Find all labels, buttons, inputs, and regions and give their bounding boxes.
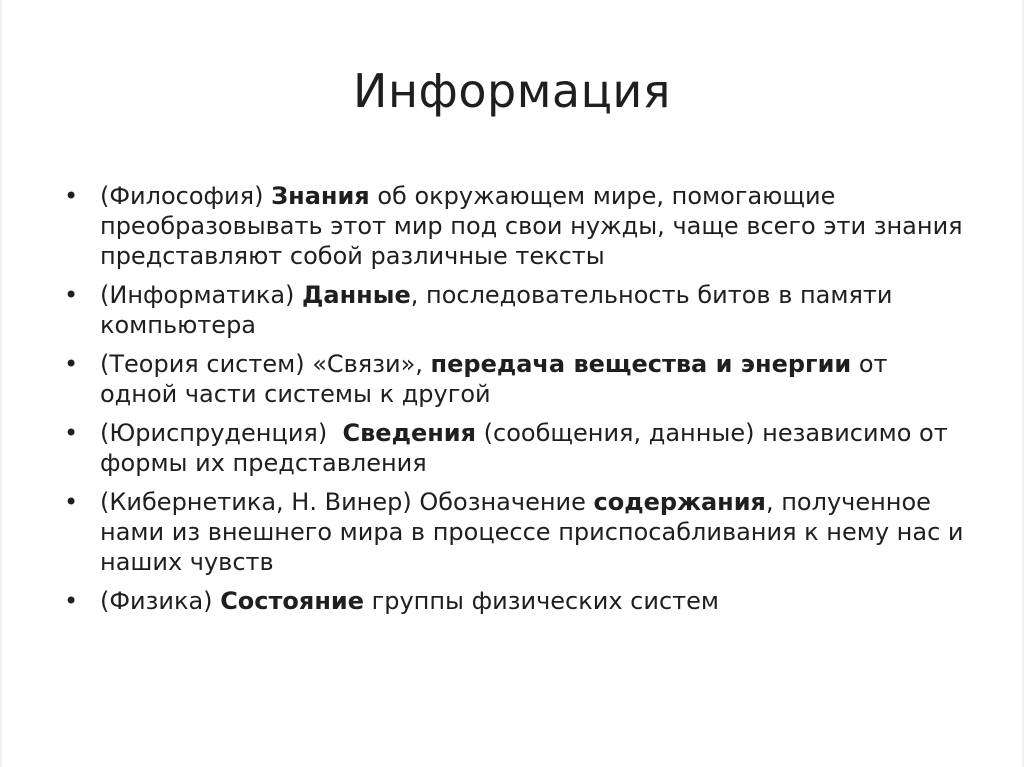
item-term: содержания [593,488,766,516]
item-term: Знания [271,182,370,210]
item-definition: от одной части системы к другой [100,350,888,408]
list-item [64,487,964,577]
bullet-icon: • [64,419,79,447]
list-item [64,418,964,478]
item-context: (Физика) [100,587,221,615]
list-item [64,181,964,271]
slide-title: Информация [353,64,671,118]
bullet-icon: • [64,182,79,210]
item-term: Сведения [342,419,477,447]
list-item [64,586,964,616]
item-context: (Теория систем) «Связи», [100,350,431,378]
item-definition: , полученное нами из внешнего мира в процессе приспосабливания к нему нас и наших чувств [100,488,964,576]
item-definition: группы физических систем [364,587,720,615]
item-context: (Философия) [100,182,272,210]
item-definition: (сообщения, данные) независимо от формы их представления [100,419,948,477]
item-term: Состояние [220,587,364,615]
item-term: передача вещества и энергии [430,350,852,378]
bullet-icon: • [64,281,79,309]
list-item [64,280,964,340]
bullet-icon: • [64,488,79,516]
bullet-list [64,181,964,625]
item-context: (Информатика) [100,281,303,309]
bullet-icon: • [64,350,79,378]
item-context: (Юриспруденция) [100,419,343,447]
item-term: Данные [302,281,411,309]
item-definition: об окружающем мире, помогающие преобразовывать этот мир под свои нужды, чаще всего эти знания представляют собой различные тексты [100,182,963,270]
list-item [64,349,964,409]
bullet-icon: • [64,587,79,615]
item-context: (Кибернетика, Н. Винер) Обозначение [100,488,594,516]
item-definition: , последовательность битов в памяти компьютера [100,281,893,339]
